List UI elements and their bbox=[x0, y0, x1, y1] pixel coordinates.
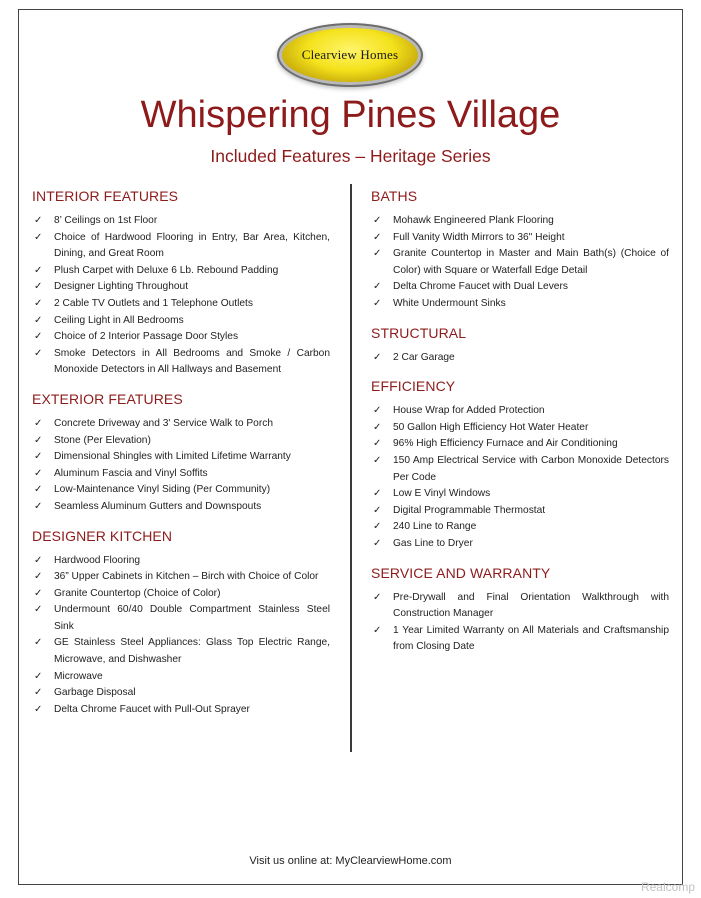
feature-text: Hardwood Flooring bbox=[54, 554, 141, 566]
feature-list bbox=[32, 553, 330, 719]
feature-text: 1 Year Limited Warranty on All Materials and Craftsmanship from Closing Date bbox=[393, 624, 669, 653]
section-service-and-warranty bbox=[371, 563, 669, 656]
feature-item bbox=[32, 499, 330, 516]
checkmark-icon: ✓ bbox=[373, 248, 382, 260]
feature-item bbox=[32, 635, 330, 668]
checkmark-icon: ✓ bbox=[373, 504, 382, 516]
section-heading: EXTERIOR FEATURES bbox=[32, 390, 183, 407]
checkmark-icon: ✓ bbox=[373, 421, 382, 433]
feature-item bbox=[32, 213, 330, 230]
feature-text: Full Vanity Width Mirrors to 36" Height bbox=[393, 231, 565, 243]
checkmark-icon: ✓ bbox=[34, 215, 43, 226]
feature-item bbox=[32, 685, 330, 702]
checkmark-icon: ✓ bbox=[34, 484, 43, 496]
checkmark-icon: ✓ bbox=[373, 624, 382, 636]
checkmark-icon: ✓ bbox=[34, 434, 43, 446]
checkmark-icon: ✓ bbox=[34, 687, 43, 699]
feature-text: 2 Cable TV Outlets and 1 Telephone Outlets bbox=[54, 297, 253, 309]
checkmark-icon: ✓ bbox=[373, 231, 382, 243]
feature-item bbox=[371, 403, 669, 420]
feature-text: Aluminum Fascia and Vinyl Soffits bbox=[54, 467, 208, 479]
checkmark-icon: ✓ bbox=[34, 417, 43, 429]
feature-item bbox=[32, 553, 330, 570]
feature-item bbox=[32, 296, 330, 313]
feature-text: Garbage Disposal bbox=[54, 687, 136, 699]
feature-item bbox=[371, 350, 669, 367]
feature-text: 50 Gallon High Efficiency Hot Water Heater bbox=[393, 421, 589, 433]
feature-item bbox=[371, 590, 669, 623]
feature-text: Gas Line to Dryer bbox=[393, 537, 473, 549]
feature-text: Stone (Per Elevation) bbox=[54, 434, 151, 446]
section-efficiency bbox=[371, 376, 669, 552]
feature-text: Designer Lighting Throughout bbox=[54, 281, 189, 293]
feature-text: Delta Chrome Faucet with Dual Levers bbox=[393, 281, 568, 293]
realcomp-watermark: Realcomp bbox=[640, 880, 695, 894]
checkmark-icon: ✓ bbox=[373, 405, 382, 417]
checkmark-icon: ✓ bbox=[34, 703, 43, 715]
feature-item bbox=[32, 602, 330, 635]
feature-text: Delta Chrome Faucet with Pull-Out Sprayer bbox=[54, 703, 250, 715]
feature-item bbox=[371, 230, 669, 247]
feature-text: Choice of Hardwood Flooring in Entry, Bar Area, Kitchen, Dining, and Great Room bbox=[54, 231, 330, 260]
feature-text: Choice of 2 Interior Passage Door Styles bbox=[54, 331, 239, 343]
feature-text: Seamless Aluminum Gutters and Downspouts bbox=[54, 500, 262, 512]
checkmark-icon: ✓ bbox=[34, 604, 43, 616]
feature-list bbox=[371, 403, 669, 552]
section-baths bbox=[371, 186, 669, 313]
feature-item bbox=[371, 623, 669, 656]
feature-list bbox=[371, 590, 669, 656]
checkmark-icon: ✓ bbox=[34, 264, 43, 276]
feature-item bbox=[371, 519, 669, 536]
feature-text: Concrete Driveway and 3' Service Walk to Porch bbox=[54, 417, 273, 429]
feature-text: 96% High Efficiency Furnace and Air Conditioning bbox=[393, 438, 618, 450]
feature-item bbox=[32, 702, 330, 719]
checkmark-icon: ✓ bbox=[373, 521, 382, 533]
feature-item bbox=[371, 420, 669, 437]
checkmark-icon: ✓ bbox=[34, 451, 43, 463]
feature-text: GE Stainless Steel Appliances: Glass Top Electric Range, Microwave, and Dishwasher bbox=[54, 637, 330, 666]
feature-text: 36” Upper Cabinets in Kitchen – Birch with Choice of Color bbox=[54, 571, 319, 583]
feature-item bbox=[32, 263, 330, 280]
feature-text: White Undermount Sinks bbox=[393, 297, 506, 309]
feature-list bbox=[371, 213, 669, 313]
checkmark-icon: ✓ bbox=[34, 554, 43, 566]
checkmark-icon: ✓ bbox=[34, 314, 43, 326]
feature-text: Ceiling Light in All Bedrooms bbox=[54, 314, 184, 326]
checkmark-icon: ✓ bbox=[373, 438, 382, 450]
feature-item bbox=[32, 329, 330, 346]
feature-list bbox=[371, 350, 669, 367]
feature-item bbox=[371, 486, 669, 503]
feature-text: Granite Countertop in Master and Main Bath(s) (Choice of Color) with Square or Waterfall Edge Detail bbox=[393, 248, 669, 276]
section-heading: BATHS bbox=[371, 188, 418, 204]
feature-text: Dimensional Shingles with Limited Lifetime Warranty bbox=[54, 451, 291, 463]
feature-item bbox=[32, 416, 330, 433]
checkmark-icon: ✓ bbox=[34, 231, 43, 243]
checkmark-icon: ✓ bbox=[34, 637, 43, 649]
feature-text: Mohawk Engineered Plank Flooring bbox=[393, 215, 554, 226]
feature-text: Granite Countertop (Choice of Color) bbox=[54, 587, 221, 599]
feature-item bbox=[32, 466, 330, 483]
logo-text: Clearview Homes bbox=[301, 47, 399, 62]
feature-item bbox=[32, 482, 330, 499]
footer-website: Visit us online at: MyClearviewHome.com bbox=[249, 855, 452, 867]
feature-item bbox=[371, 246, 669, 279]
checkmark-icon: ✓ bbox=[373, 281, 382, 293]
feature-item bbox=[32, 433, 330, 450]
feature-item bbox=[32, 313, 330, 330]
checkmark-icon: ✓ bbox=[34, 331, 43, 343]
checkmark-icon: ✓ bbox=[373, 297, 382, 309]
feature-item bbox=[371, 296, 669, 313]
feature-text: Microwave bbox=[54, 670, 103, 682]
section-heading: STRUCTURAL bbox=[371, 324, 467, 341]
feature-item bbox=[32, 569, 330, 586]
feature-text: 150 Amp Electrical Service with Carbon Monoxide Detectors Per Code bbox=[393, 454, 669, 483]
feature-item bbox=[32, 586, 330, 603]
checkmark-icon: ✓ bbox=[373, 215, 382, 226]
section-exterior-features bbox=[32, 389, 330, 516]
feature-item bbox=[32, 279, 330, 296]
feature-text: Digital Programmable Thermostat bbox=[393, 504, 546, 516]
feature-text: House Wrap for Added Protection bbox=[393, 405, 545, 417]
section-structural bbox=[371, 323, 669, 367]
column-divider bbox=[350, 184, 352, 752]
section-heading: INTERIOR FEATURES bbox=[32, 188, 179, 204]
feature-item bbox=[371, 503, 669, 520]
section-heading: SERVICE AND WARRANTY bbox=[371, 564, 551, 581]
right-column bbox=[371, 186, 669, 666]
feature-item bbox=[371, 536, 669, 553]
feature-item bbox=[371, 436, 669, 453]
feature-text: Plush Carpet with Deluxe 6 Lb. Rebound Padding bbox=[54, 264, 279, 276]
section-heading: EFFICIENCY bbox=[371, 378, 456, 395]
feature-item bbox=[32, 669, 330, 686]
feature-list bbox=[32, 213, 330, 379]
checkmark-icon: ✓ bbox=[373, 454, 382, 466]
feature-list bbox=[32, 416, 330, 516]
checkmark-icon: ✓ bbox=[373, 591, 382, 603]
section-interior-features bbox=[32, 186, 330, 379]
checkmark-icon: ✓ bbox=[34, 297, 43, 309]
checkmark-icon: ✓ bbox=[34, 467, 43, 479]
feature-item bbox=[32, 449, 330, 466]
feature-item bbox=[32, 346, 330, 379]
left-column bbox=[32, 186, 330, 728]
feature-text: Low E Vinyl Windows bbox=[393, 488, 491, 500]
feature-text: Undermount 60/40 Double Compartment Stainless Steel Sink bbox=[54, 604, 330, 632]
section-designer-kitchen bbox=[32, 526, 330, 719]
checkmark-icon: ✓ bbox=[34, 347, 43, 359]
section-heading: DESIGNER KITCHEN bbox=[32, 527, 173, 544]
feature-item bbox=[371, 453, 669, 486]
feature-item bbox=[371, 279, 669, 296]
checkmark-icon: ✓ bbox=[34, 500, 43, 512]
page-subtitle: Included Features – Heritage Series bbox=[210, 146, 491, 166]
feature-text: Pre-Drywall and Final Orientation Walkthrough with Construction Manager bbox=[393, 591, 669, 620]
feature-item bbox=[371, 213, 669, 230]
feature-text: Smoke Detectors in All Bedrooms and Smoke / Carbon Monoxide Detectors in All Hallways and Basement bbox=[54, 347, 330, 376]
page-title: Whispering Pines Village bbox=[140, 94, 561, 136]
feature-text: 8’ Ceilings on 1st Floor bbox=[54, 215, 158, 226]
checkmark-icon: ✓ bbox=[34, 587, 43, 599]
checkmark-icon: ✓ bbox=[373, 537, 382, 549]
feature-text: Low-Maintenance Vinyl Siding (Per Community) bbox=[54, 484, 271, 496]
checkmark-icon: ✓ bbox=[34, 571, 43, 583]
checkmark-icon: ✓ bbox=[34, 281, 43, 293]
checkmark-icon: ✓ bbox=[34, 670, 43, 682]
feature-text: 240 Line to Range bbox=[393, 521, 477, 533]
feature-item bbox=[32, 230, 330, 263]
checkmark-icon: ✓ bbox=[373, 488, 382, 500]
feature-text: 2 Car Garage bbox=[393, 351, 455, 363]
clearview-homes-logo bbox=[282, 28, 418, 82]
checkmark-icon: ✓ bbox=[373, 351, 382, 363]
